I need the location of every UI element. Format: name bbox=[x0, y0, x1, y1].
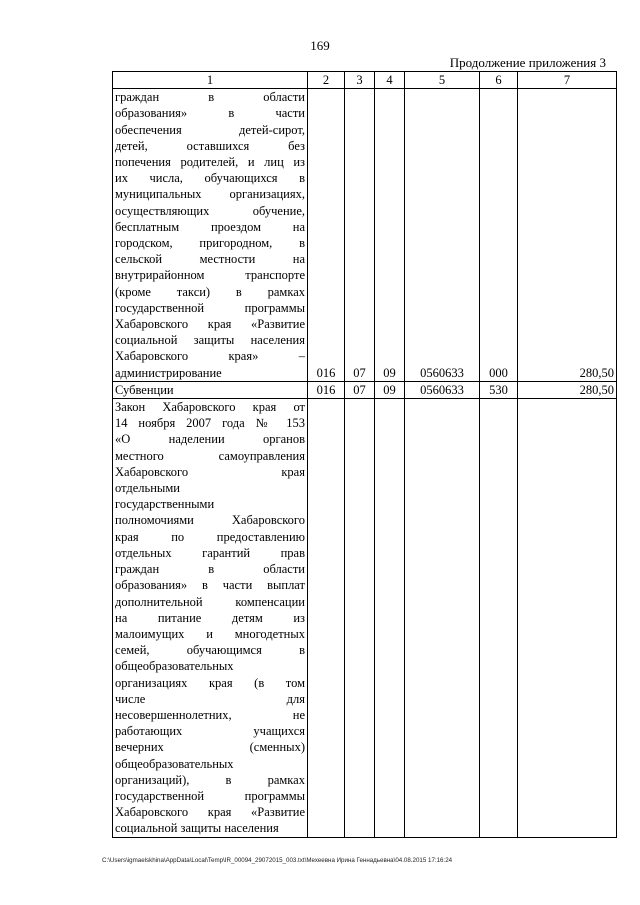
description-line: сельской местности на bbox=[115, 252, 305, 267]
description-line: городском, пригородном, в bbox=[115, 236, 305, 251]
cell-c7: 280,50 bbox=[518, 89, 617, 382]
row-description bbox=[113, 399, 308, 837]
cell-c6 bbox=[480, 399, 518, 837]
description-line: вечерних (сменных) bbox=[115, 740, 305, 755]
description-line: социальной защиты населения bbox=[115, 333, 305, 348]
description-line: несовершеннолетних, не bbox=[115, 707, 305, 722]
description-line: государственной программы bbox=[115, 788, 305, 803]
description-line: обеспечения детей-сирот, bbox=[115, 122, 305, 137]
description-line: 14 ноября 2007 года № 153 bbox=[115, 416, 305, 431]
cell-c7: 280,50 bbox=[518, 381, 617, 398]
file-path-footer: C:\Users\igmaelskhina\AppData\Local\Temp\IR_00094_29072015_003.txt\Мехеевна Ирина Геннадьевна\04.08.2015 17:16:24 bbox=[102, 857, 453, 864]
description-line: Субвенции bbox=[115, 382, 174, 397]
budget-table bbox=[112, 71, 617, 838]
description-line: организаций), в рамках bbox=[115, 772, 305, 787]
description-line: их числа, обучающихся в bbox=[115, 171, 305, 186]
column-header: 2 bbox=[308, 72, 345, 89]
description-line: организациях края (в том bbox=[115, 675, 305, 690]
cell-c2: 016 bbox=[308, 381, 345, 398]
cell-c6: 530 bbox=[480, 381, 518, 398]
cell-c2 bbox=[308, 399, 345, 837]
cell-c3: 07 bbox=[345, 381, 375, 398]
table-row bbox=[113, 381, 617, 398]
column-header: 5 bbox=[405, 72, 480, 89]
row-description bbox=[113, 89, 308, 382]
description-line: общеобразовательных bbox=[115, 659, 234, 674]
description-line: администрирование bbox=[115, 365, 222, 380]
description-line: числе для bbox=[115, 691, 305, 706]
description-line: полномочиями Хабаровского bbox=[115, 513, 305, 528]
description-line: осуществляющих обучение, bbox=[115, 203, 305, 218]
description-line: социальной защиты населения bbox=[115, 821, 279, 836]
description-line: малоимущих и многодетных bbox=[115, 626, 305, 641]
column-header: 4 bbox=[375, 72, 405, 89]
description-line: граждан в области bbox=[115, 562, 305, 577]
description-line: муниципальных организациях, bbox=[115, 187, 305, 202]
description-line: граждан в области bbox=[115, 90, 305, 105]
cell-c7 bbox=[518, 399, 617, 837]
description-line: на питание детям из bbox=[115, 610, 305, 625]
cell-c4 bbox=[375, 399, 405, 837]
cell-c4: 09 bbox=[375, 89, 405, 382]
cell-c3 bbox=[345, 399, 375, 837]
description-line: Хабаровского края «Развитие bbox=[115, 317, 305, 332]
page-number: 169 bbox=[310, 38, 330, 53]
table-row bbox=[113, 89, 617, 382]
description-line: семей, обучающимся в bbox=[115, 643, 305, 658]
column-header: 6 bbox=[480, 72, 518, 89]
description-line: (кроме такси) в рамках bbox=[115, 284, 305, 299]
cell-c2: 016 bbox=[308, 89, 345, 382]
description-line: внутрирайонном транспорте bbox=[115, 268, 305, 283]
cell-c5: 0560633 bbox=[405, 381, 480, 398]
column-header: 7 bbox=[518, 72, 617, 89]
description-line: работающих учащихся bbox=[115, 724, 305, 739]
description-line: местного самоуправления bbox=[115, 448, 305, 463]
description-line: попечения родителей, и лиц из bbox=[115, 155, 305, 170]
cell-c4: 09 bbox=[375, 381, 405, 398]
cell-c5: 0560633 bbox=[405, 89, 480, 382]
column-header: 3 bbox=[345, 72, 375, 89]
description-line: Хабаровского края «Развитие bbox=[115, 805, 305, 820]
row-description bbox=[113, 381, 308, 398]
cell-c3: 07 bbox=[345, 89, 375, 382]
description-line: Хабаровского края» – bbox=[115, 349, 305, 364]
description-line: государственными bbox=[115, 497, 215, 512]
description-line: Закон Хабаровского края от bbox=[115, 400, 305, 415]
description-line: государственной программы bbox=[115, 300, 305, 315]
description-line: общеобразовательных bbox=[115, 756, 234, 771]
description-line: детей, оставшихся без bbox=[115, 138, 305, 153]
table-row bbox=[113, 399, 617, 837]
continuation-label: Продолжение приложения 3 bbox=[449, 55, 606, 70]
description-line: дополнительной компенсации bbox=[115, 594, 305, 609]
description-line: края по предоставлению bbox=[115, 529, 305, 544]
column-header: 1 bbox=[113, 72, 308, 89]
cell-c6: 000 bbox=[480, 89, 518, 382]
description-line: Хабаровского края bbox=[115, 464, 305, 479]
description-line: бесплатным проездом на bbox=[115, 219, 305, 234]
cell-c5 bbox=[405, 399, 480, 837]
table-header-row bbox=[113, 72, 617, 89]
description-line: образования» в части bbox=[115, 106, 305, 121]
description-line: отдельных гарантий прав bbox=[115, 545, 305, 560]
description-line: образования» в части выплат bbox=[115, 578, 305, 593]
description-line: «О наделении органов bbox=[115, 432, 305, 447]
description-line: отдельными bbox=[115, 481, 180, 496]
